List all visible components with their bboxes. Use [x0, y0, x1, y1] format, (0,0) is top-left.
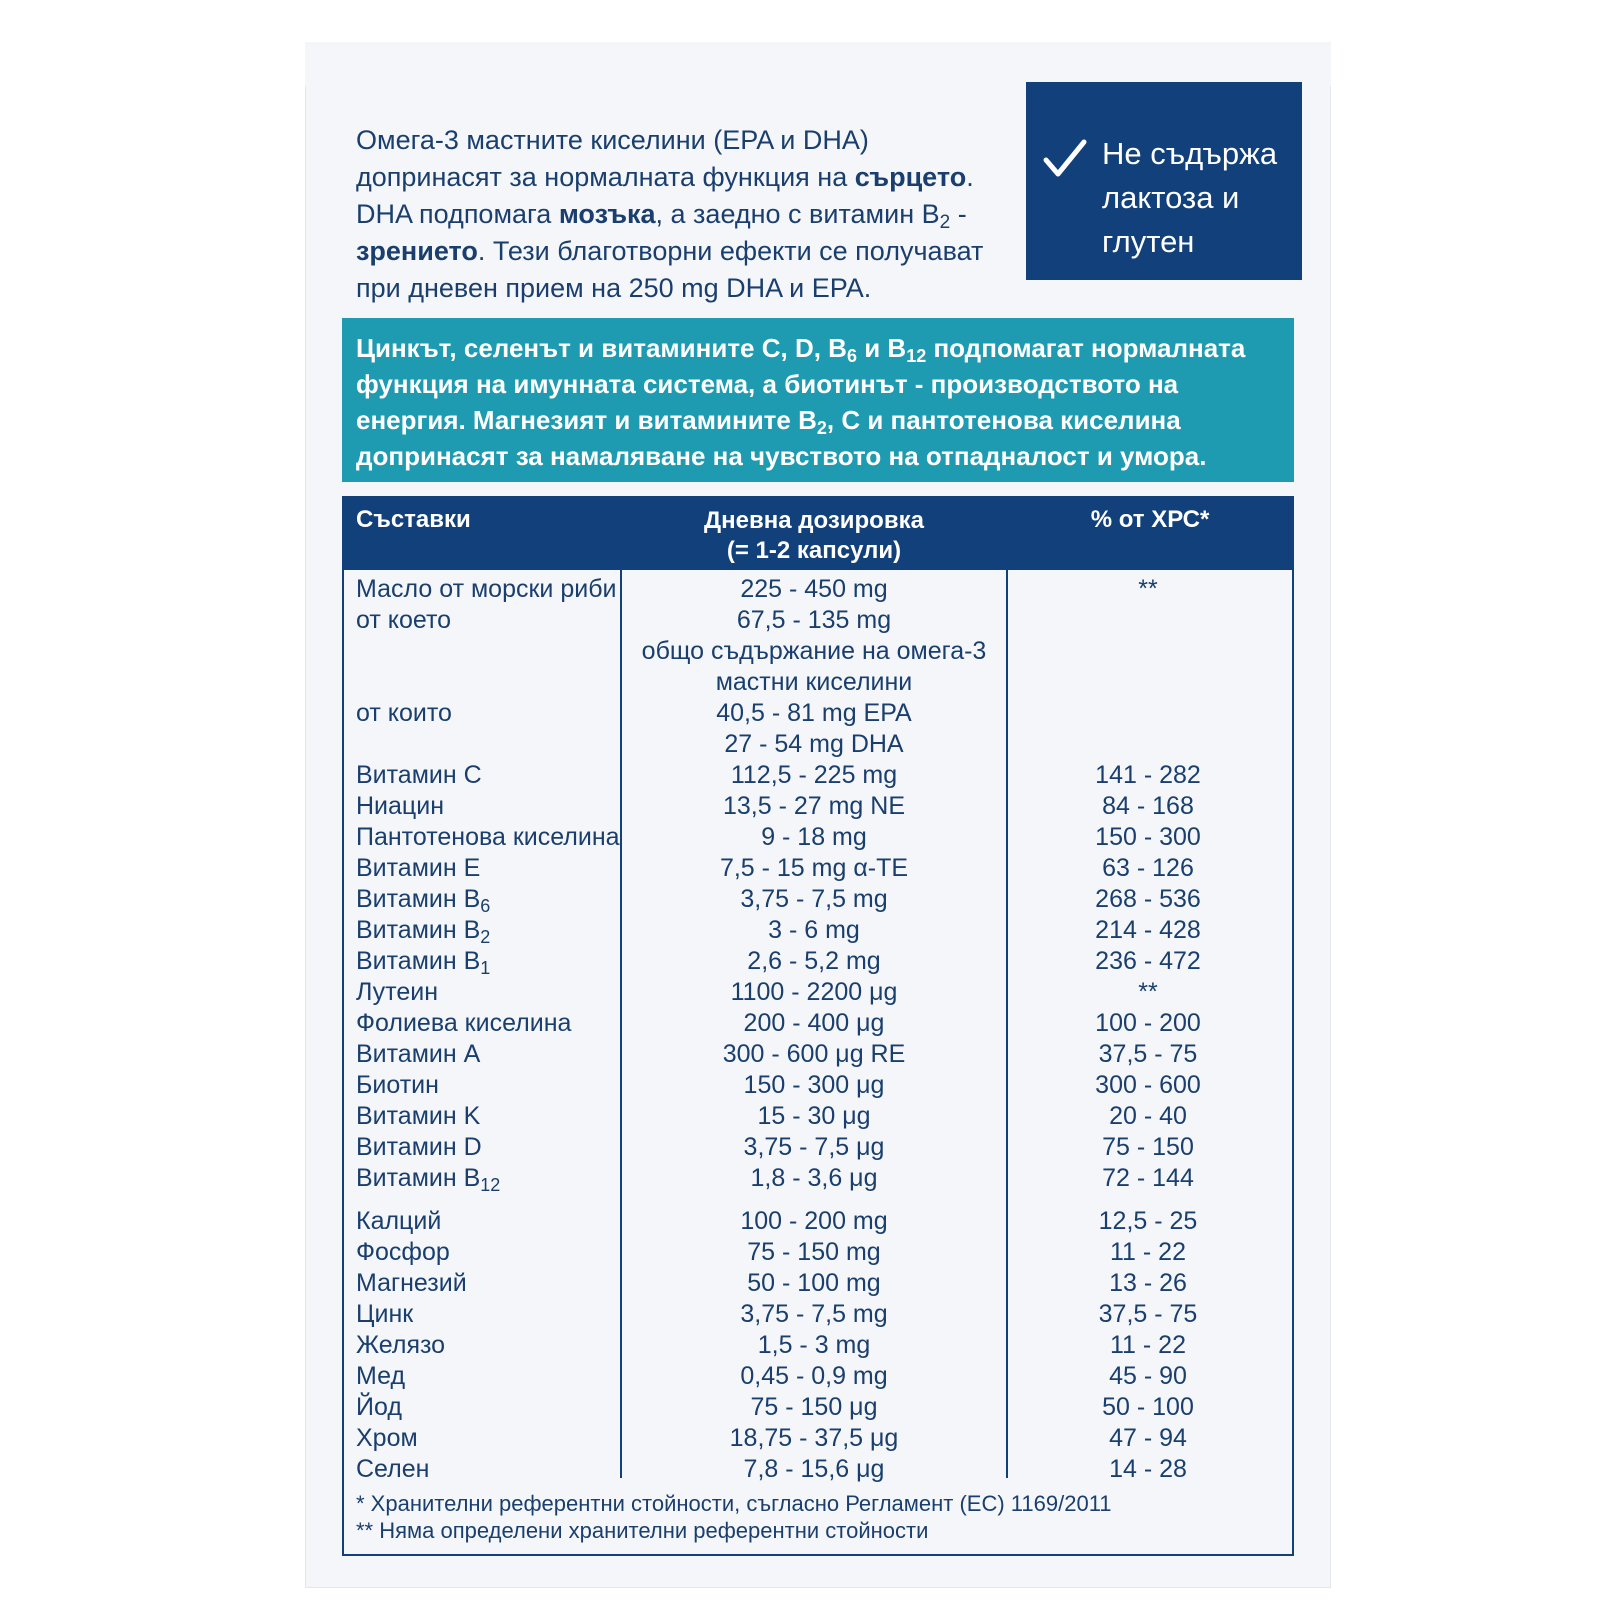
badge-line-2: лактоза и [1102, 180, 1240, 215]
nrv-percent: 37,5 - 75 [1098, 1040, 1198, 1068]
daily-dose: 1,8 - 3,6 μg [750, 1164, 878, 1192]
table-row [344, 946, 1292, 977]
table-row [344, 853, 1292, 884]
nrv-percent: 37,5 - 75 [1098, 1300, 1198, 1328]
checkmark-icon [1040, 134, 1090, 184]
table-row [344, 1330, 1292, 1361]
daily-dose: 13,5 - 27 mg NE [722, 792, 906, 820]
ingredient-name: Масло от морски риби [356, 575, 617, 603]
ingredient-name: Фолиева киселина [356, 1009, 572, 1037]
daily-dose: 3,75 - 7,5 mg [740, 885, 888, 913]
daily-dose: 200 - 400 μg [743, 1009, 885, 1037]
nrv-percent: 20 - 40 [1109, 1102, 1187, 1130]
table-header [344, 498, 1292, 570]
daily-dose: 3 - 6 mg [768, 916, 860, 944]
nrv-percent: 100 - 200 [1095, 1009, 1201, 1037]
ingredient-name: Витамин $B_2$ [356, 916, 491, 947]
table-row [344, 636, 1292, 667]
footnote-2: ** Няма определени хранителни референтни стойности [356, 1518, 929, 1543]
table-row [344, 574, 1292, 605]
table-row [344, 1361, 1292, 1392]
daily-dose: 150 - 300 μg [743, 1071, 885, 1099]
daily-dose: 225 - 450 mg [740, 575, 888, 603]
nrv-percent: 63 - 126 [1102, 854, 1194, 882]
nrv-percent: 150 - 300 [1095, 823, 1201, 851]
daily-dose: мастни киселини [715, 668, 913, 696]
table-body [344, 574, 1292, 1485]
table-row [344, 1132, 1292, 1163]
nrv-percent: 11 - 22 [1110, 1331, 1186, 1359]
ingredient-name: Хром [356, 1424, 418, 1452]
nrv-percent: 45 - 90 [1109, 1362, 1187, 1390]
nrv-percent: 50 - 100 [1102, 1393, 1194, 1421]
footnote-1: * Хранителни референтни стойности, съгласно Регламент (ЕС) 1169/2011 [356, 1491, 1112, 1516]
daily-dose: 50 - 100 mg [747, 1269, 881, 1297]
header-daily-dose: Дневна дозировка (= 1-2 капсули) [704, 507, 924, 564]
ingredient-name: Фосфор [356, 1238, 450, 1266]
ingredient-name: Витамин A [356, 1040, 481, 1068]
daily-dose: 9 - 18 mg [761, 823, 867, 851]
table-row [344, 915, 1292, 946]
nrv-percent: 11 - 22 [1110, 1238, 1186, 1266]
table-row [344, 1423, 1292, 1454]
ingredient-name: Йод [356, 1393, 402, 1421]
ingredient-name: Цинк [356, 1300, 414, 1328]
daily-dose: 18,75 - 37,5 μg [729, 1424, 899, 1452]
nrv-percent: 214 - 428 [1095, 916, 1201, 944]
daily-dose: 0,45 - 0,9 mg [740, 1362, 888, 1390]
nrv-percent: 268 - 536 [1095, 885, 1201, 913]
daily-dose: 27 - 54 mg DHA [724, 730, 904, 758]
table-row [344, 791, 1292, 822]
ingredient-name: Желязо [356, 1331, 446, 1359]
daily-dose: 1,5 - 3 mg [757, 1331, 871, 1359]
daily-dose: 300 - 600 μg RE [722, 1040, 906, 1068]
table-row [344, 667, 1292, 698]
daily-dose: 7,8 - 15,6 μg [743, 1455, 885, 1483]
ingredient-name: Биотин [356, 1071, 439, 1099]
daily-dose: 40,5 - 81 mg EPA [716, 699, 912, 727]
lactose-gluten-free-badge [1026, 82, 1302, 280]
daily-dose: 75 - 150 mg [747, 1238, 881, 1266]
ingredient-name: Витамин E [356, 854, 481, 882]
daily-dose: 1100 - 2200 μg [730, 978, 898, 1006]
daily-dose: 75 - 150 μg [750, 1393, 878, 1421]
daily-dose: 67,5 - 135 mg [736, 606, 892, 634]
nrv-percent: 72 - 144 [1102, 1164, 1194, 1192]
ingredient-name: Витамин K [356, 1102, 481, 1130]
ingredient-name: от което [356, 606, 452, 634]
ingredient-name: Ниацин [356, 792, 445, 820]
table-row [344, 1070, 1292, 1101]
table-row [344, 605, 1292, 636]
nrv-percent: ** [1138, 978, 1158, 1006]
badge-line-3: глутен [1102, 224, 1195, 259]
nrv-percent: 14 - 28 [1109, 1455, 1187, 1483]
footnotes [356, 1490, 1112, 1544]
ingredient-name: Витамин D [356, 1133, 482, 1161]
table-row [344, 1454, 1292, 1485]
nrv-percent: ** [1138, 575, 1158, 603]
table-row [344, 822, 1292, 853]
badge-line-1: Не съдържа [1102, 136, 1278, 171]
package-top-flap [305, 42, 1331, 86]
immune-claim-banner: Цинкът, селенът и витамините C, D, $B_6$ и $B_{12}$ подпомагат нормалната функция на имунната система, а биотинът - производството на енергия. Магнезият и витамините $B_2$, C и пантотенова киселина допринасят за намаляване на чувството на отпадналост и умора. [342, 318, 1294, 482]
daily-dose: общо съдържание на омега-3 [641, 637, 987, 665]
daily-dose: 15 - 30 μg [757, 1102, 871, 1130]
nrv-percent: 236 - 472 [1095, 947, 1201, 975]
nrv-percent: 75 - 150 [1102, 1133, 1194, 1161]
table-row [344, 1206, 1292, 1237]
table-row [344, 1237, 1292, 1268]
ingredient-name: Мед [356, 1362, 406, 1390]
ingredient-name: Витамин C [356, 761, 482, 789]
ingredients-table [342, 496, 1294, 1556]
nrv-percent: 300 - 600 [1095, 1071, 1201, 1099]
table-row [344, 1008, 1292, 1039]
daily-dose: 2,6 - 5,2 mg [747, 947, 881, 975]
ingredient-name: Лутеин [356, 978, 439, 1006]
nrv-percent: 141 - 282 [1095, 761, 1201, 789]
table-row [344, 884, 1292, 915]
ingredient-name: Витамин $B_6$ [356, 885, 491, 916]
daily-dose: 100 - 200 mg [740, 1207, 888, 1235]
ingredient-name: Магнезий [356, 1269, 467, 1297]
daily-dose: 112,5 - 225 mg [730, 761, 898, 789]
table-row [344, 1163, 1292, 1194]
ingredient-name: Селен [356, 1455, 430, 1483]
table-row [344, 760, 1292, 791]
table-row [344, 1101, 1292, 1132]
header-ingredients: Съставки [356, 506, 471, 533]
nrv-percent: 12,5 - 25 [1098, 1207, 1198, 1235]
daily-dose: 3,75 - 7,5 μg [743, 1133, 885, 1161]
nrv-percent: 47 - 94 [1109, 1424, 1187, 1452]
ingredient-name: Витамин $B_{12}$ [356, 1164, 501, 1195]
header-nrv-percent: % от ХРС* [1090, 506, 1210, 533]
daily-dose: 3,75 - 7,5 mg [740, 1300, 888, 1328]
table-row [344, 729, 1292, 760]
table-row [344, 977, 1292, 1008]
table-row [344, 1039, 1292, 1070]
ingredient-name: Витамин $B_1$ [356, 947, 491, 978]
ingredient-name: Пантотенова киселина [356, 823, 620, 851]
table-row [344, 1268, 1292, 1299]
ingredient-name: от които [356, 699, 452, 727]
table-row [344, 698, 1292, 729]
nrv-percent: 13 - 26 [1109, 1269, 1187, 1297]
table-row [344, 1299, 1292, 1330]
omega3-claim-text: Омега-3 мастните киселини (EPA и DHA) допринасят за нормалната функция на сърцето. DHA подпомага мозъка, а заедно с витамин $B_2$ - зрението. Тези благотворни ефекти се получават при дневен прием на 250 mg DHA и EPA. [356, 125, 984, 303]
table-row [344, 1392, 1292, 1423]
nrv-percent: 84 - 168 [1102, 792, 1194, 820]
ingredient-name: Калций [356, 1207, 442, 1235]
daily-dose: 7,5 - 15 mg α-TE [719, 854, 909, 882]
